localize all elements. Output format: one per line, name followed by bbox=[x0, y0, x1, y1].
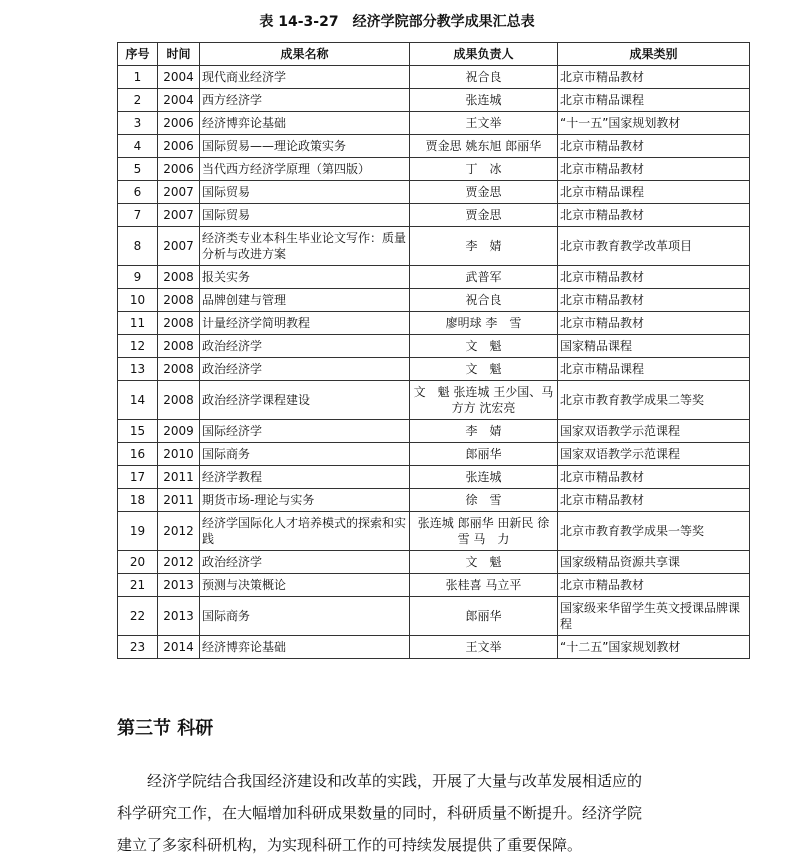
cell-title: 品牌创建与管理 bbox=[200, 289, 410, 312]
cell-index: 6 bbox=[118, 181, 158, 204]
section-title: 第三节 科研 bbox=[117, 718, 214, 739]
cell-owner: 文 魁 张连城 王少国、马方方 沈宏亮 bbox=[410, 381, 558, 420]
cell-year: 2008 bbox=[158, 289, 200, 312]
cell-category: 国家级来华留学生英文授课品牌课程 bbox=[558, 597, 750, 636]
cell-title: 国际经济学 bbox=[200, 420, 410, 443]
cell-year: 2007 bbox=[158, 181, 200, 204]
table-caption: 表 14-3-27 经济学院部分教学成果汇总表 bbox=[259, 14, 535, 30]
cell-title: 经济博弈论基础 bbox=[200, 636, 410, 659]
cell-title: 经济学教程 bbox=[200, 466, 410, 489]
cell-year: 2013 bbox=[158, 574, 200, 597]
table-body bbox=[118, 66, 750, 659]
cell-title: 计量经济学简明教程 bbox=[200, 312, 410, 335]
cell-year: 2014 bbox=[158, 636, 200, 659]
cell-year: 2008 bbox=[158, 312, 200, 335]
cell-owner: 李 婧 bbox=[410, 420, 558, 443]
cell-year: 2008 bbox=[158, 266, 200, 289]
cell-category: 北京市精品教材 bbox=[558, 135, 750, 158]
table-row bbox=[118, 381, 750, 420]
cell-category: 北京市精品教材 bbox=[558, 312, 750, 335]
cell-year: 2011 bbox=[158, 489, 200, 512]
header-index: 序号 bbox=[118, 43, 158, 66]
cell-index: 10 bbox=[118, 289, 158, 312]
header-category: 成果类别 bbox=[558, 43, 750, 66]
cell-owner: 文 魁 bbox=[410, 551, 558, 574]
table-row bbox=[118, 574, 750, 597]
table-row bbox=[118, 158, 750, 181]
cell-year: 2013 bbox=[158, 597, 200, 636]
cell-owner: 武普军 bbox=[410, 266, 558, 289]
cell-year: 2006 bbox=[158, 112, 200, 135]
table-row bbox=[118, 466, 750, 489]
cell-title: 国际贸易 bbox=[200, 204, 410, 227]
cell-index: 9 bbox=[118, 266, 158, 289]
header-year: 时间 bbox=[158, 43, 200, 66]
cell-owner: 丁 冰 bbox=[410, 158, 558, 181]
cell-title: 国际商务 bbox=[200, 443, 410, 466]
cell-year: 2006 bbox=[158, 135, 200, 158]
cell-title: 西方经济学 bbox=[200, 89, 410, 112]
cell-title: 政治经济学 bbox=[200, 335, 410, 358]
cell-owner: 贾金思 bbox=[410, 181, 558, 204]
body-paragraph bbox=[117, 765, 717, 861]
table-row bbox=[118, 551, 750, 574]
paragraph-line: 经济学院结合我国经济建设和改革的实践，开展了大量与改革发展相适应的 bbox=[147, 772, 643, 790]
table-row bbox=[118, 66, 750, 89]
table-row bbox=[118, 312, 750, 335]
cell-category: 北京市精品教材 bbox=[558, 158, 750, 181]
table-row bbox=[118, 181, 750, 204]
cell-category: 北京市教育教学成果二等奖 bbox=[558, 381, 750, 420]
cell-category: 北京市教育教学成果一等奖 bbox=[558, 512, 750, 551]
cell-title: 经济类专业本科生毕业论文写作：质量分析与改进方案 bbox=[200, 227, 410, 266]
cell-year: 2010 bbox=[158, 443, 200, 466]
cell-title: 国际贸易——理论政策实务 bbox=[200, 135, 410, 158]
cell-index: 20 bbox=[118, 551, 158, 574]
table-row bbox=[118, 358, 750, 381]
cell-owner: 张连城 bbox=[410, 89, 558, 112]
cell-index: 14 bbox=[118, 381, 158, 420]
cell-category: 北京市精品课程 bbox=[558, 89, 750, 112]
cell-index: 16 bbox=[118, 443, 158, 466]
cell-title: 当代西方经济学原理（第四版） bbox=[200, 158, 410, 181]
cell-index: 19 bbox=[118, 512, 158, 551]
table-header-row bbox=[118, 43, 750, 66]
table-row bbox=[118, 112, 750, 135]
cell-category: 北京市精品教材 bbox=[558, 489, 750, 512]
table-row bbox=[118, 420, 750, 443]
cell-index: 18 bbox=[118, 489, 158, 512]
cell-title: 政治经济学课程建设 bbox=[200, 381, 410, 420]
table-row bbox=[118, 289, 750, 312]
cell-year: 2006 bbox=[158, 158, 200, 181]
cell-year: 2007 bbox=[158, 227, 200, 266]
cell-index: 22 bbox=[118, 597, 158, 636]
cell-year: 2008 bbox=[158, 358, 200, 381]
cell-index: 2 bbox=[118, 89, 158, 112]
paragraph-line: 科学研究工作，在大幅增加科研成果数量的同时，科研质量不断提升。经济学院 bbox=[117, 804, 643, 822]
cell-index: 5 bbox=[118, 158, 158, 181]
cell-category: 北京市教育教学改革项目 bbox=[558, 227, 750, 266]
cell-index: 23 bbox=[118, 636, 158, 659]
cell-year: 2009 bbox=[158, 420, 200, 443]
cell-category: 北京市精品教材 bbox=[558, 574, 750, 597]
cell-owner: 张连城 郎丽华 田新民 徐 雪 马 力 bbox=[410, 512, 558, 551]
table-row bbox=[118, 135, 750, 158]
paragraph-line: 建立了多家科研机构，为实现科研工作的可持续发展提供了重要保障。 bbox=[117, 836, 583, 854]
cell-owner: 李 婧 bbox=[410, 227, 558, 266]
table-row bbox=[118, 227, 750, 266]
cell-category: 国家双语教学示范课程 bbox=[558, 443, 750, 466]
table-row bbox=[118, 489, 750, 512]
cell-index: 13 bbox=[118, 358, 158, 381]
table-row bbox=[118, 636, 750, 659]
cell-index: 3 bbox=[118, 112, 158, 135]
cell-category: 国家级精品资源共享课 bbox=[558, 551, 750, 574]
cell-category: 北京市精品教材 bbox=[558, 466, 750, 489]
cell-title: 经济学国际化人才培养模式的探索和实践 bbox=[200, 512, 410, 551]
cell-owner: 郎丽华 bbox=[410, 597, 558, 636]
cell-index: 7 bbox=[118, 204, 158, 227]
cell-index: 8 bbox=[118, 227, 158, 266]
cell-owner: 祝合良 bbox=[410, 66, 558, 89]
cell-year: 2012 bbox=[158, 512, 200, 551]
header-title: 成果名称 bbox=[200, 43, 410, 66]
cell-index: 17 bbox=[118, 466, 158, 489]
cell-owner: 张桂喜 马立平 bbox=[410, 574, 558, 597]
cell-year: 2012 bbox=[158, 551, 200, 574]
cell-owner: 贾金思 bbox=[410, 204, 558, 227]
cell-index: 4 bbox=[118, 135, 158, 158]
cell-owner: 郎丽华 bbox=[410, 443, 558, 466]
cell-category: 北京市精品教材 bbox=[558, 289, 750, 312]
cell-index: 12 bbox=[118, 335, 158, 358]
cell-category: 北京市精品课程 bbox=[558, 358, 750, 381]
cell-year: 2008 bbox=[158, 381, 200, 420]
cell-owner: 廖明球 李 雪 bbox=[410, 312, 558, 335]
cell-owner: 王文举 bbox=[410, 112, 558, 135]
cell-title: 经济博弈论基础 bbox=[200, 112, 410, 135]
table-row bbox=[118, 204, 750, 227]
cell-title: 报关实务 bbox=[200, 266, 410, 289]
cell-owner: 祝合良 bbox=[410, 289, 558, 312]
cell-category: 北京市精品教材 bbox=[558, 204, 750, 227]
cell-title: 政治经济学 bbox=[200, 551, 410, 574]
cell-owner: 王文举 bbox=[410, 636, 558, 659]
header-owner: 成果负责人 bbox=[410, 43, 558, 66]
table-row bbox=[118, 335, 750, 358]
cell-year: 2004 bbox=[158, 89, 200, 112]
cell-title: 预测与决策概论 bbox=[200, 574, 410, 597]
cell-category: 国家精品课程 bbox=[558, 335, 750, 358]
cell-year: 2007 bbox=[158, 204, 200, 227]
cell-owner: 文 魁 bbox=[410, 358, 558, 381]
table-row bbox=[118, 512, 750, 551]
cell-year: 2008 bbox=[158, 335, 200, 358]
cell-owner: 文 魁 bbox=[410, 335, 558, 358]
cell-title: 国际商务 bbox=[200, 597, 410, 636]
cell-index: 1 bbox=[118, 66, 158, 89]
cell-title: 现代商业经济学 bbox=[200, 66, 410, 89]
cell-owner: 张连城 bbox=[410, 466, 558, 489]
achievements-table bbox=[117, 42, 750, 659]
cell-category: 北京市精品教材 bbox=[558, 66, 750, 89]
table-row bbox=[118, 89, 750, 112]
cell-index: 11 bbox=[118, 312, 158, 335]
cell-owner: 贾金思 姚东旭 郎丽华 bbox=[410, 135, 558, 158]
cell-year: 2011 bbox=[158, 466, 200, 489]
cell-title: 期货市场-理论与实务 bbox=[200, 489, 410, 512]
cell-category: “十二五”国家规划教材 bbox=[558, 636, 750, 659]
table-row bbox=[118, 597, 750, 636]
cell-owner: 徐 雪 bbox=[410, 489, 558, 512]
cell-title: 国际贸易 bbox=[200, 181, 410, 204]
cell-index: 15 bbox=[118, 420, 158, 443]
cell-index: 21 bbox=[118, 574, 158, 597]
table-row bbox=[118, 266, 750, 289]
cell-category: 北京市精品课程 bbox=[558, 181, 750, 204]
cell-category: “十一五”国家规划教材 bbox=[558, 112, 750, 135]
cell-category: 国家双语教学示范课程 bbox=[558, 420, 750, 443]
cell-title: 政治经济学 bbox=[200, 358, 410, 381]
cell-year: 2004 bbox=[158, 66, 200, 89]
cell-category: 北京市精品教材 bbox=[558, 266, 750, 289]
table-row bbox=[118, 443, 750, 466]
